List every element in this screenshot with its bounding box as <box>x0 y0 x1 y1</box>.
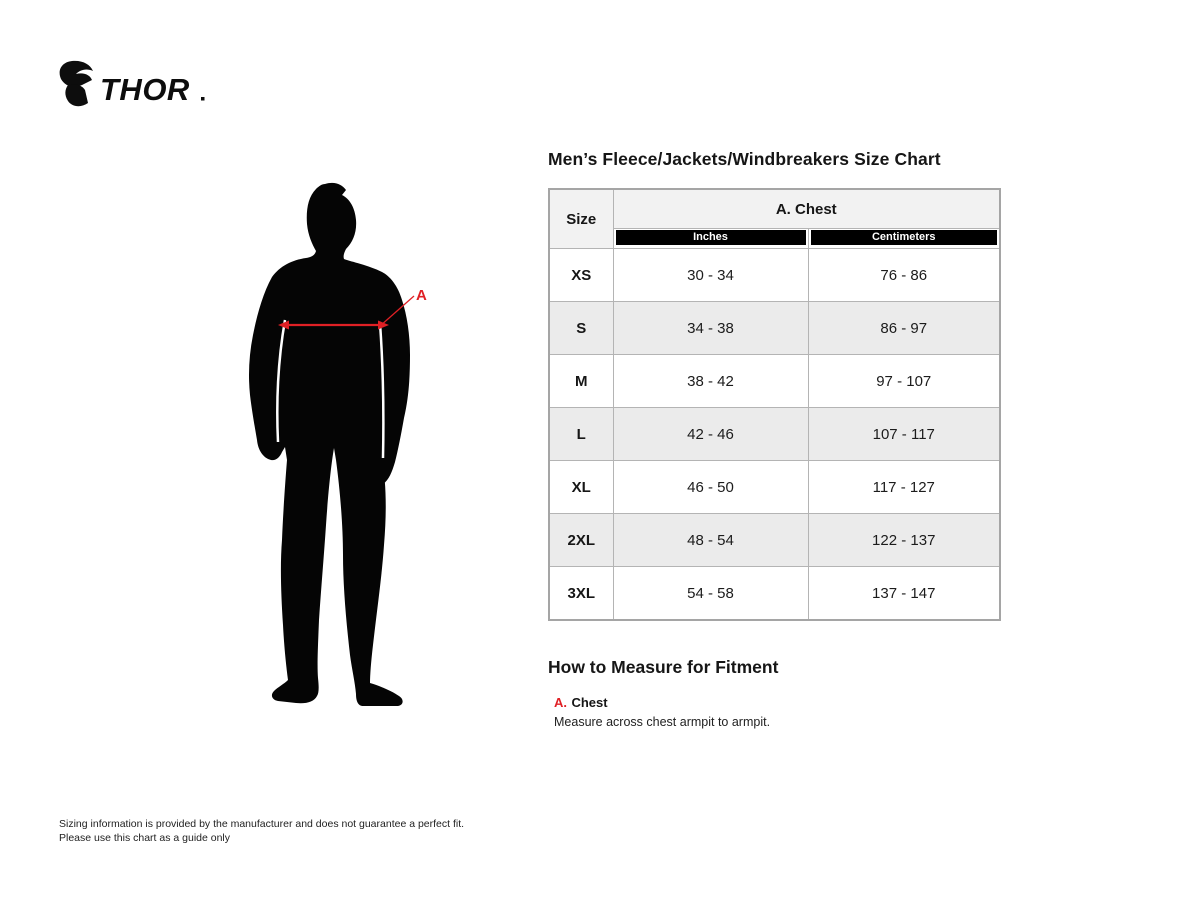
body-silhouette-graphic <box>230 150 460 720</box>
measure-key: A. <box>554 695 567 710</box>
centimeters-value: 137 - 147 <box>808 567 1000 621</box>
thor-logo-text: THOR <box>100 72 190 107</box>
inches-value: 30 - 34 <box>613 249 808 302</box>
size-column-header: Size <box>549 189 613 249</box>
disclaimer-line-1: Sizing information is provided by the manufacturer and does not guarantee a perfect fit. <box>59 818 465 830</box>
size-label: S <box>549 302 613 355</box>
centimeters-value: 86 - 97 <box>808 302 1000 355</box>
size-label: XS <box>549 249 613 302</box>
size-label: 3XL <box>549 567 613 621</box>
table-row-xl <box>549 461 1000 514</box>
disclaimer-line-2: Please use this chart as a guide only <box>59 832 231 845</box>
centimeters-header-cell <box>808 229 1000 249</box>
measure-description: Measure across chest armpit to armpit. <box>554 715 771 729</box>
table-row-3xl <box>549 567 1000 621</box>
size-label: L <box>549 408 613 461</box>
thor-ram-head-icon <box>60 61 93 106</box>
measure-label: Chest <box>571 695 608 710</box>
centimeters-value: 97 - 107 <box>808 355 1000 408</box>
centimeters-value: 76 - 86 <box>808 249 1000 302</box>
centimeters-value: 122 - 137 <box>808 514 1000 567</box>
inches-value: 42 - 46 <box>613 408 808 461</box>
measure-item-chest <box>554 694 778 729</box>
inches-value: 46 - 50 <box>613 461 808 514</box>
table-row-xs <box>549 249 1000 302</box>
size-chart-table <box>548 188 1001 621</box>
thor-logo <box>58 58 208 110</box>
size-label: 2XL <box>549 514 613 567</box>
thor-logo-graphic <box>58 58 208 110</box>
table-row-s <box>549 302 1000 355</box>
inches-value: 48 - 54 <box>613 514 808 567</box>
centimeters-value: 107 - 117 <box>808 408 1000 461</box>
body-silhouette-figure <box>230 150 460 720</box>
chest-annotation-label: A <box>416 287 427 304</box>
measure-guide-heading: How to Measure for Fitment <box>548 657 779 677</box>
chest-group-header: A. Chest <box>613 189 1000 229</box>
footer-disclaimer <box>59 817 464 845</box>
size-label: XL <box>549 461 613 514</box>
size-chart-table-container <box>548 188 1001 621</box>
size-chart-title: Men’s Fleece/Jackets/Windbreakers Size Chart <box>548 149 941 169</box>
measure-guide-section <box>548 657 778 729</box>
inches-value: 54 - 58 <box>613 567 808 621</box>
table-header-row <box>549 189 1000 229</box>
inches-value: 38 - 42 <box>613 355 808 408</box>
thor-logo-period <box>201 97 205 101</box>
size-label: M <box>549 355 613 408</box>
unit-header-row <box>549 229 1000 249</box>
body-silhouette <box>249 183 410 706</box>
centimeters-header: Centimeters <box>811 230 998 245</box>
inches-header-cell <box>613 229 808 249</box>
centimeters-value: 117 - 127 <box>808 461 1000 514</box>
inches-value: 34 - 38 <box>613 302 808 355</box>
table-row-l <box>549 408 1000 461</box>
table-row-2xl <box>549 514 1000 567</box>
inches-header: Inches <box>616 230 806 245</box>
table-row-m <box>549 355 1000 408</box>
